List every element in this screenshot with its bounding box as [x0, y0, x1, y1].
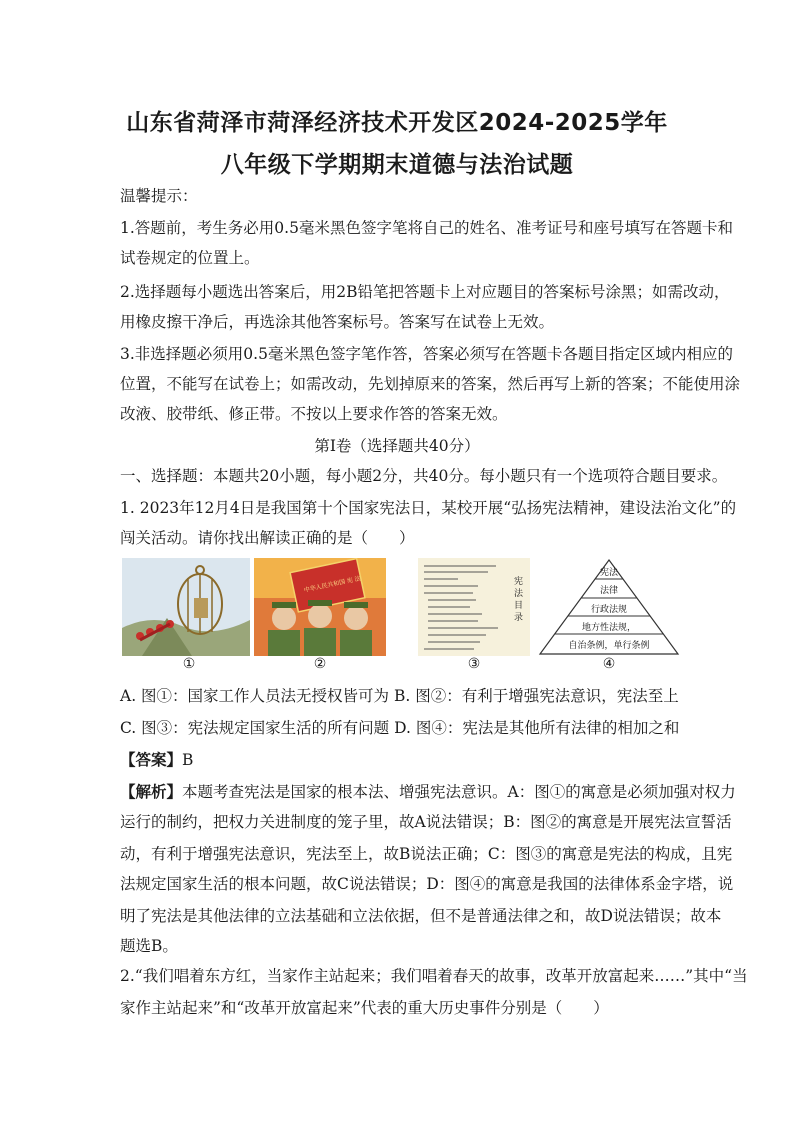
- tips-line-4: 用橡皮擦干净后，再选涂其他答案标号。答案写在试卷上无效。: [120, 313, 555, 331]
- figure-3-contents: [418, 558, 530, 656]
- q1-analysis-line-3: 动，有利于增强宪法意识，宪法至上，故B说法正确；C：图③的寓意是宪法的构成，且宪: [120, 845, 733, 863]
- q1-options-cd: C. 图③：宪法规定国家生活的所有问题 D. 图④：宪法是其他所有法律的相加之和: [120, 719, 680, 737]
- answer-tag: 【答案】: [120, 750, 183, 769]
- figure-2-pledge-poster: [254, 558, 386, 656]
- q2-stem-line-2: 家作主站起来”和“改革开放富起来”代表的重大历史事件分别是（ ）: [120, 999, 609, 1017]
- figure-2-book-text: 中华人民共和国 宪 法: [303, 575, 362, 595]
- part-title: 第Ⅰ卷（选择题共40分）: [314, 437, 480, 455]
- tips-line-6: 位置，不能写在试卷上；如需改动，先划掉原来的答案，然后再写上新的答案；不能使用涂: [120, 375, 741, 393]
- tips-line-5: 3.非选择题必须用0.5毫米黑色签字笔作答，答案必须写在答题卡各题目指定区域内相应的: [120, 345, 733, 363]
- figure-3-side-4: 录: [514, 613, 524, 623]
- q1-options-ab: A. 图①：国家工作人员法无授权皆可为 B. 图②：有利于增强宪法意识，宪法至上: [120, 687, 679, 705]
- figure-3-side-3: 目: [514, 601, 524, 611]
- q1-analysis-line-6: 题选B。: [120, 937, 178, 955]
- q2-stem-line-1: 2.“我们唱着东方红，当家作主站起来；我们唱着春天的故事，改革开放富起来……”其中“当: [120, 967, 748, 985]
- figure-3-side-1: 宪: [514, 577, 524, 587]
- answer-value: B: [182, 751, 194, 769]
- analysis-text-1: 本题考查宪法是国家的根本法、增强宪法意识。A：图①的寓意是必须加强对权力: [182, 783, 736, 801]
- title-line-2: 八年级下学期期末道德与法治试题: [220, 152, 574, 178]
- q1-analysis-line-5: 明了宪法是其他法律的立法基础和立法依据，但不是普通法律之和，故D说法错误；故本: [120, 907, 722, 925]
- tips-line-1: 1.答题前，考生务必用0.5毫米黑色签字笔将自己的姓名、准考证号和座号填写在答题卡和: [120, 219, 733, 237]
- figure-4-law-pyramid: [538, 558, 680, 656]
- figure-3-label: ③: [467, 656, 481, 672]
- pyramid-level-4: 地方性法规，: [581, 623, 637, 633]
- q1-figures: [120, 558, 680, 676]
- q1-analysis-line-1: [120, 782, 736, 802]
- pyramid-level-2: 法律: [599, 586, 619, 596]
- tips-heading: 温馨提示：: [120, 187, 198, 205]
- q1-analysis-line-4: 法规定国家生活的根本问题，故C说法错误；D：图④的寓意是我国的法律体系金字塔，说: [120, 875, 734, 893]
- q1-stem-line-1: 1. 2023年12月4日是我国第十个国家宪法日，某校开展“弘扬宪法精神，建设法治文化”的: [120, 499, 737, 517]
- tips-line-3: 2.选择题每小题选出答案后，用2B铅笔把答题卡上对应题目的答案标号涂黑；如需改动，: [120, 283, 730, 301]
- q1-analysis-line-2: 运行的制约，把权力关进制度的笼子里，故A说法错误；B：图②的寓意是开展宪法宣誓活: [120, 813, 732, 831]
- figure-3-side-2: 法: [514, 589, 524, 599]
- figure-4-label: ④: [602, 656, 616, 672]
- tips-line-7: 改液、胶带纸、修正带。不按以上要求作答的答案无效。: [120, 405, 508, 423]
- pyramid-level-1: 宪法: [599, 568, 619, 578]
- figure-2-label: ②: [313, 656, 327, 672]
- q1-stem-line-2: 闯关活动。请你找出解读正确的是（ ）: [120, 529, 415, 547]
- title-line-1: 山东省菏泽市菏泽经济技术开发区2024-2025学年: [126, 110, 668, 136]
- pyramid-level-5: 自治条例，单行条例: [568, 641, 650, 651]
- figure-1-label: ①: [182, 656, 196, 672]
- q1-answer: [120, 750, 680, 770]
- tips-line-2: 试卷规定的位置上。: [120, 249, 260, 267]
- figure-1-cage-cartoon: [122, 558, 250, 656]
- pyramid-level-3: 行政法规: [590, 605, 628, 615]
- analysis-tag: 【解析】: [120, 782, 183, 801]
- section-heading: 一、选择题：本题共20小题，每小题2分，共40分。每小题只有一个选项符合题目要求。: [120, 467, 728, 485]
